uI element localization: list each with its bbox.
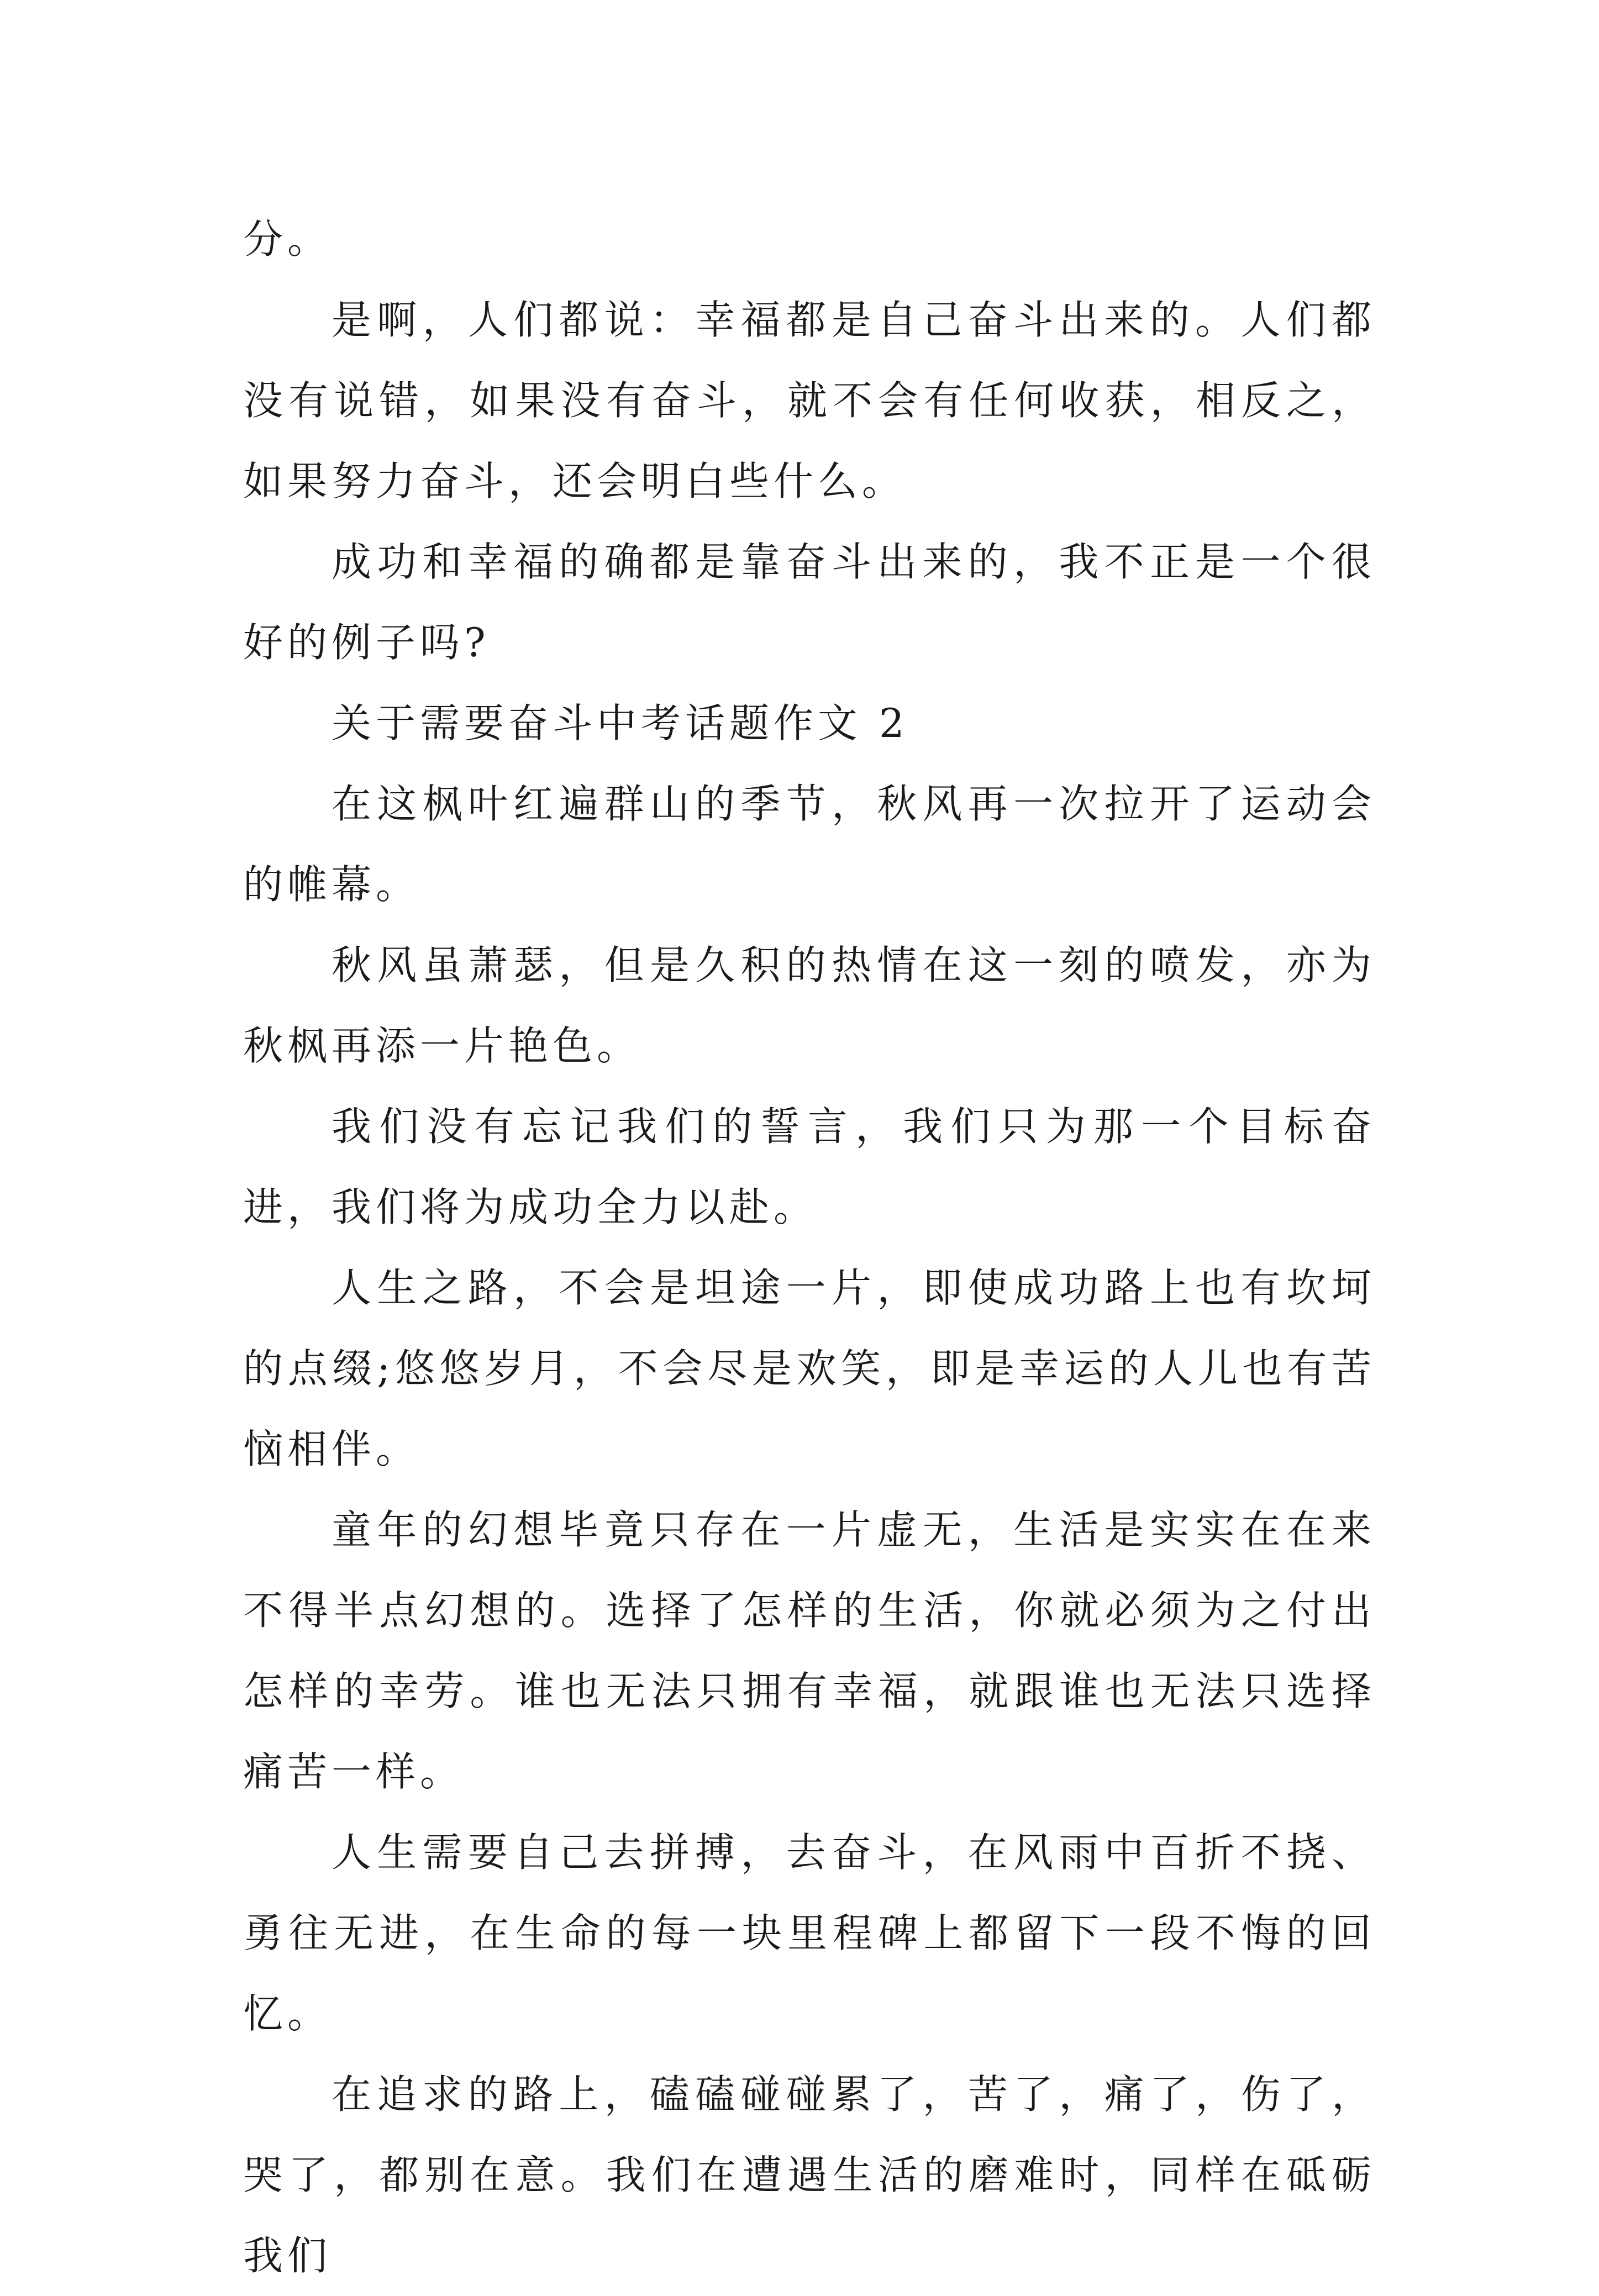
paragraph: 秋风虽萧瑟，但是久积的热情在这一刻的喷发，亦为秋枫再添一片艳色。 xyxy=(243,942,1376,1069)
paragraph: 是啊，人们都说：幸福都是自己奋斗出来的。人们都没有说错，如果没有奋斗，就不会有任何收获，相反之，如果努力奋斗，还会明白些什么。 xyxy=(243,297,1376,504)
paragraph: 成功和幸福的确都是靠奋斗出来的，我不正是一个很好的例子吗? xyxy=(243,539,1376,666)
paragraph: 我们没有忘记我们的誓言，我们只为那一个目标奋进，我们将为成功全力以赴。 xyxy=(243,1103,1376,1230)
section-heading: 关于需要奋斗中考话题作文 2 xyxy=(332,700,909,746)
paragraph: 人生之路，不会是坦途一片，即使成功路上也有坎坷的点缀;悠悠岁月，不会尽是欢笑，即是幸运的人儿也有苦恼相伴。 xyxy=(243,1265,1376,1472)
paragraph: 在这枫叶红遍群山的季节，秋风再一次拉开了运动会的帷幕。 xyxy=(243,781,1376,908)
paragraph-continuation: 分。 xyxy=(243,216,332,262)
paragraph: 在追求的路上，磕磕碰碰累了，苦了，痛了，伤了，哭了，都别在意。我们在遭遇生活的磨难时，同样在砥砺我们 xyxy=(243,2071,1376,2279)
paragraph: 童年的幻想毕竟只存在一片虚无，生活是实实在在来不得半点幻想的。选择了怎样的生活，你就必须为之付出怎样的幸劳。谁也无法只拥有幸福，就跟谁也无法只选择痛苦一样。 xyxy=(243,1507,1376,1795)
paragraph: 人生需要自己去拼搏，去奋斗，在风雨中百折不挠、勇往无进，在生命的每一块里程碑上都留下一段不悔的回忆。 xyxy=(243,1829,1376,2037)
body-text xyxy=(243,199,1376,2296)
